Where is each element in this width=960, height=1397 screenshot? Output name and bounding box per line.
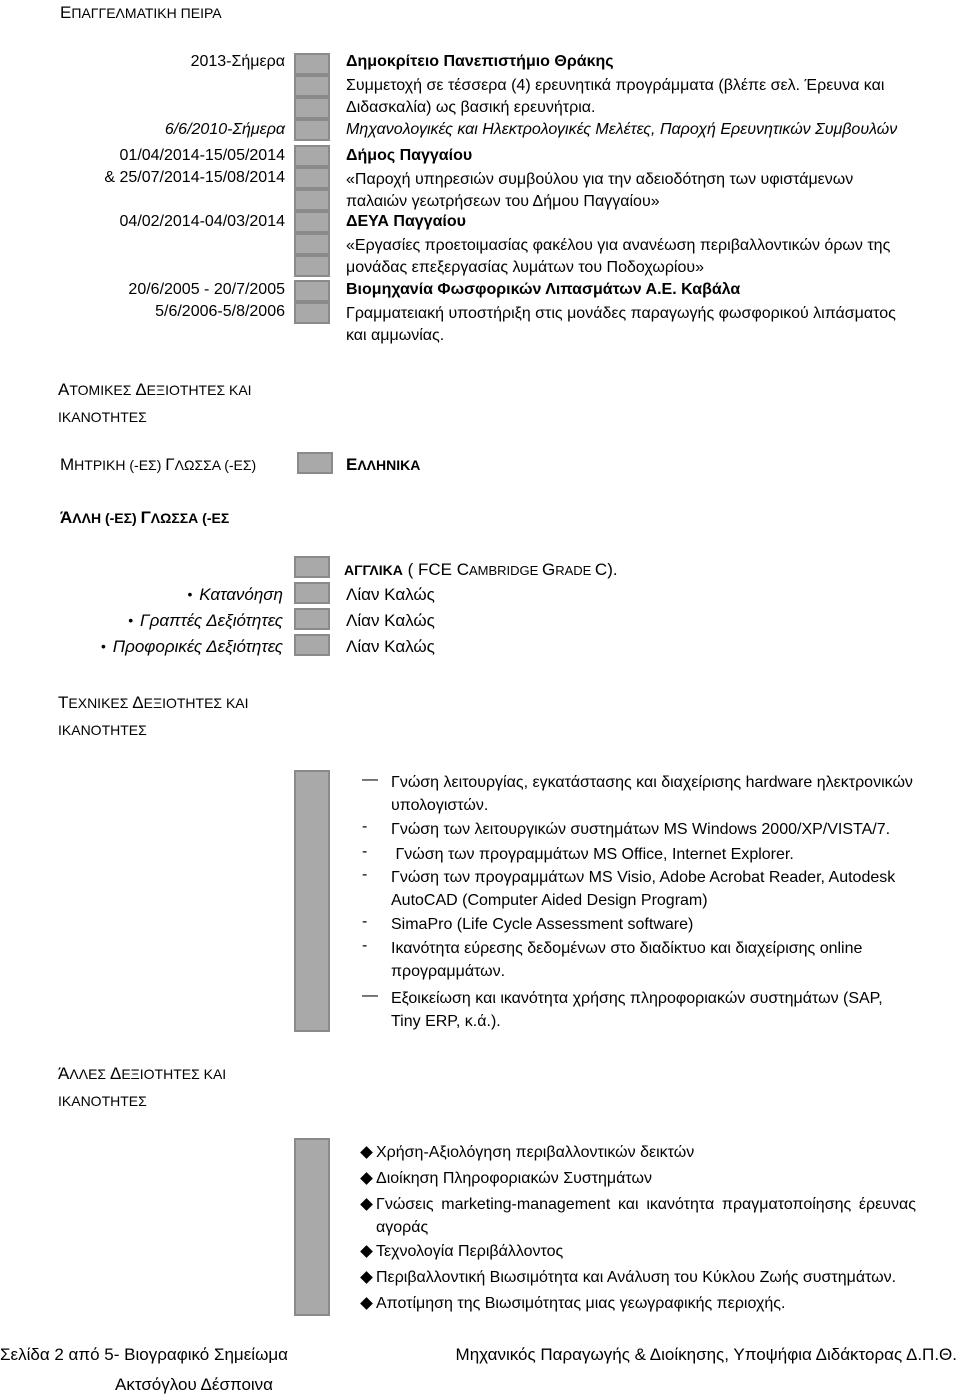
grey-marker xyxy=(294,556,330,578)
footer-author: Ακτσόγλου Δέσποινα xyxy=(115,1375,274,1394)
entry-date: 6/6/2010-Σήμερα xyxy=(164,121,285,138)
entry-description: «Παροχή υπηρεσιών συμβούλου για την αδειοδότηση των υφιστάμενων παλαιών γεωτρήσεων του Δήμου Παγγαίου» xyxy=(346,171,854,210)
entry-date: 2013-Σήμερα xyxy=(190,53,285,70)
dash-marker: — xyxy=(362,987,378,1004)
other-skill-item: Διοίκηση Πληροφοριακών Συστημάτων xyxy=(376,1170,652,1187)
grey-marker xyxy=(294,167,330,189)
dash-marker: - xyxy=(362,843,368,860)
dash-marker: - xyxy=(362,818,368,835)
mother-tongue-value: ΕΛΛΗΝΙΚΑ xyxy=(346,455,421,474)
grey-marker xyxy=(297,452,333,474)
grey-marker xyxy=(294,211,330,233)
other-skill-item: Χρήση-Αξιολόγηση περιβαλλοντικών δεικτών xyxy=(376,1144,695,1161)
other-language-label: ΆΛΛΗ (-ΕΣ) ΓΛΩΣΣΑ (-ΕΣ xyxy=(60,508,230,527)
section-title-other: ΆΛΛΕΣ ΔΕΞΙΟΤΗΤΕΣ ΚΑΙ ΙΚΑΝΟΤΗΤΕΣ xyxy=(58,1064,227,1109)
diamond-bullet-icon xyxy=(360,1172,373,1185)
skill-item: Ικανότητα εύρεσης δεδομένων στο διαδίκτυο και διαχείρισης online προγραμμάτων. xyxy=(391,940,863,980)
section-title-technical: ΤΕΧΝΙΚΕΣ ΔΕΞΙΟΤΗΤΕΣ ΚΑΙ ΙΚΑΝΟΤΗΤΕΣ xyxy=(58,693,249,738)
mother-tongue-label: ΜΗΤΡΙΚΗ (-ΕΣ) ΓΛΩΣΣΑ (-ΕΣ) xyxy=(60,455,257,474)
grey-marker xyxy=(294,233,330,255)
diamond-bullet-icon xyxy=(360,1245,373,1258)
other-skill-item: Τεχνολογία Περιβάλλοντος xyxy=(376,1243,564,1260)
grey-marker xyxy=(294,75,330,97)
level-value: Λίαν Καλώς xyxy=(346,585,435,604)
grey-marker xyxy=(294,582,330,604)
entry-organization: ΔΕΥΑ Παγγαίου xyxy=(346,213,466,230)
other-skill-item: Περιβαλλοντική Βιωσιμότητα και Ανάλυση του Κύκλου Ζωής συστημάτων. xyxy=(376,1269,897,1286)
grey-marker xyxy=(294,255,330,277)
skill-item: Εξοικείωση και ικανότητα χρήσης πληροφοριακών συστημάτων (SAP, Tiny ERP, κ.ά.). xyxy=(391,990,883,1030)
grey-marker xyxy=(294,770,330,1032)
grey-marker xyxy=(294,1138,330,1316)
other-skill-item: Αποτίμηση της Βιωσιμότητας μιας γεωγραφικής περιοχής. xyxy=(376,1295,786,1312)
grey-marker xyxy=(294,119,330,141)
level-label: • Γραπτές Δεξιότητες xyxy=(128,611,283,630)
dash-marker: - xyxy=(362,866,368,883)
grey-marker xyxy=(294,608,330,630)
diamond-bullet-icon xyxy=(360,1146,373,1159)
skill-item: SimaPro (Life Cycle Assessment software) xyxy=(391,916,694,933)
section-title-experience: ΕΠΑΓΓΕΛΜΑΤΙΚΗ ΠΕΙΡΑ xyxy=(60,3,222,22)
bullet-icon: • xyxy=(128,612,133,628)
level-value: Λίαν Καλώς xyxy=(346,637,435,656)
grey-marker xyxy=(294,634,330,656)
diamond-bullet-icon xyxy=(360,1271,373,1284)
section-title-personal: ΑΤΟΜΙΚΕΣ ΔΕΞΙΟΤΗΤΕΣ ΚΑΙ ΙΚΑΝΟΤΗΤΕΣ xyxy=(58,380,252,425)
entry-date: 20/6/2005 - 20/7/2005 xyxy=(128,281,285,298)
language-name: ΑΓΓΛΙΚΑ ( FCE CAMBRIDGE GRADE C). xyxy=(344,560,618,579)
entry-description: Γραμματειακή υποστήριξη στις μονάδες παραγωγής φωσφορικού λιπάσματος και αμμωνίας. xyxy=(346,305,896,344)
entry-date: 04/02/2014-04/03/2014 xyxy=(119,213,285,230)
level-label: • Προφορικές Δεξιότητες xyxy=(100,637,283,656)
entry-description: Συμμετοχή σε τέσσερα (4) ερευνητικά προγράμματα (βλέπε σελ. Έρευνα και Διδασκαλία) ως βασική ερευνήτρια. xyxy=(346,77,885,116)
skill-item: Γνώση λειτουργίας, εγκατάστασης και διαχείρισης hardware ηλεκτρονικών υπολογιστών. xyxy=(391,774,913,814)
level-label: • Κατανόηση xyxy=(187,585,283,604)
level-value: Λίαν Καλώς xyxy=(346,611,435,630)
grey-marker xyxy=(294,53,330,75)
grey-marker xyxy=(294,145,330,167)
footer-title: Μηχανικός Παραγωγής & Διοίκησης, Υποψήφια Διδάκτορας Δ.Π.Θ. xyxy=(455,1345,957,1364)
skill-item: Γνώση των προγραμμάτων MS Office, Internet Explorer. xyxy=(391,846,794,863)
diamond-bullet-icon xyxy=(360,1198,373,1211)
entry-organization: Δημοκρίτειο Πανεπιστήμιο Θράκης xyxy=(346,53,614,70)
entry-date: 5/6/2006-5/8/2006 xyxy=(155,303,285,320)
bullet-icon: • xyxy=(187,586,193,602)
entry-organization: Δήμος Παγγαίου xyxy=(346,147,473,164)
diamond-bullet-icon xyxy=(360,1297,373,1310)
other-skill-item: Γνώσεις marketing-management και ικανότητα πραγματοποίησης έρευνας αγοράς xyxy=(376,1196,916,1236)
dash-marker: - xyxy=(362,913,368,930)
skill-item: Γνώση των προγραμμάτων MS Visio, Adobe Acrobat Reader, Autodesk AutoCAD (Computer Aided Design Program) xyxy=(391,869,896,909)
grey-marker xyxy=(294,97,330,119)
bullet-icon: • xyxy=(100,638,106,654)
grey-marker xyxy=(294,189,330,211)
dash-marker: - xyxy=(362,937,368,954)
grey-marker xyxy=(294,280,330,302)
entry-date: 01/04/2014-15/05/2014 xyxy=(119,147,285,164)
entry-description: Μηχανολογικές και Ηλεκτρολογικές Μελέτες, Παροχή Ερευνητικών Συμβουλών xyxy=(346,121,898,138)
entry-description: «Εργασίες προετοιμασίας φακέλου για ανανέωση περιβαλλοντικών όρων της μονάδας επεξεργασίας λυμάτων του Ποδοχωρίου» xyxy=(346,237,891,276)
dash-marker: — xyxy=(362,771,378,788)
grey-marker xyxy=(294,302,330,324)
entry-date: & 25/07/2014-15/08/2014 xyxy=(104,169,285,186)
entry-organization: Βιομηχανία Φωσφορικών Λιπασμάτων Α.Ε. Καβάλα xyxy=(346,281,741,298)
footer-page-info: Σελίδα 2 από 5- Βιογραφικό Σημείωμα xyxy=(0,1345,288,1364)
skill-item: Γνώση των λειτουργικών συστημάτων MS Windows 2000/XP/VISTA/7. xyxy=(391,821,891,838)
